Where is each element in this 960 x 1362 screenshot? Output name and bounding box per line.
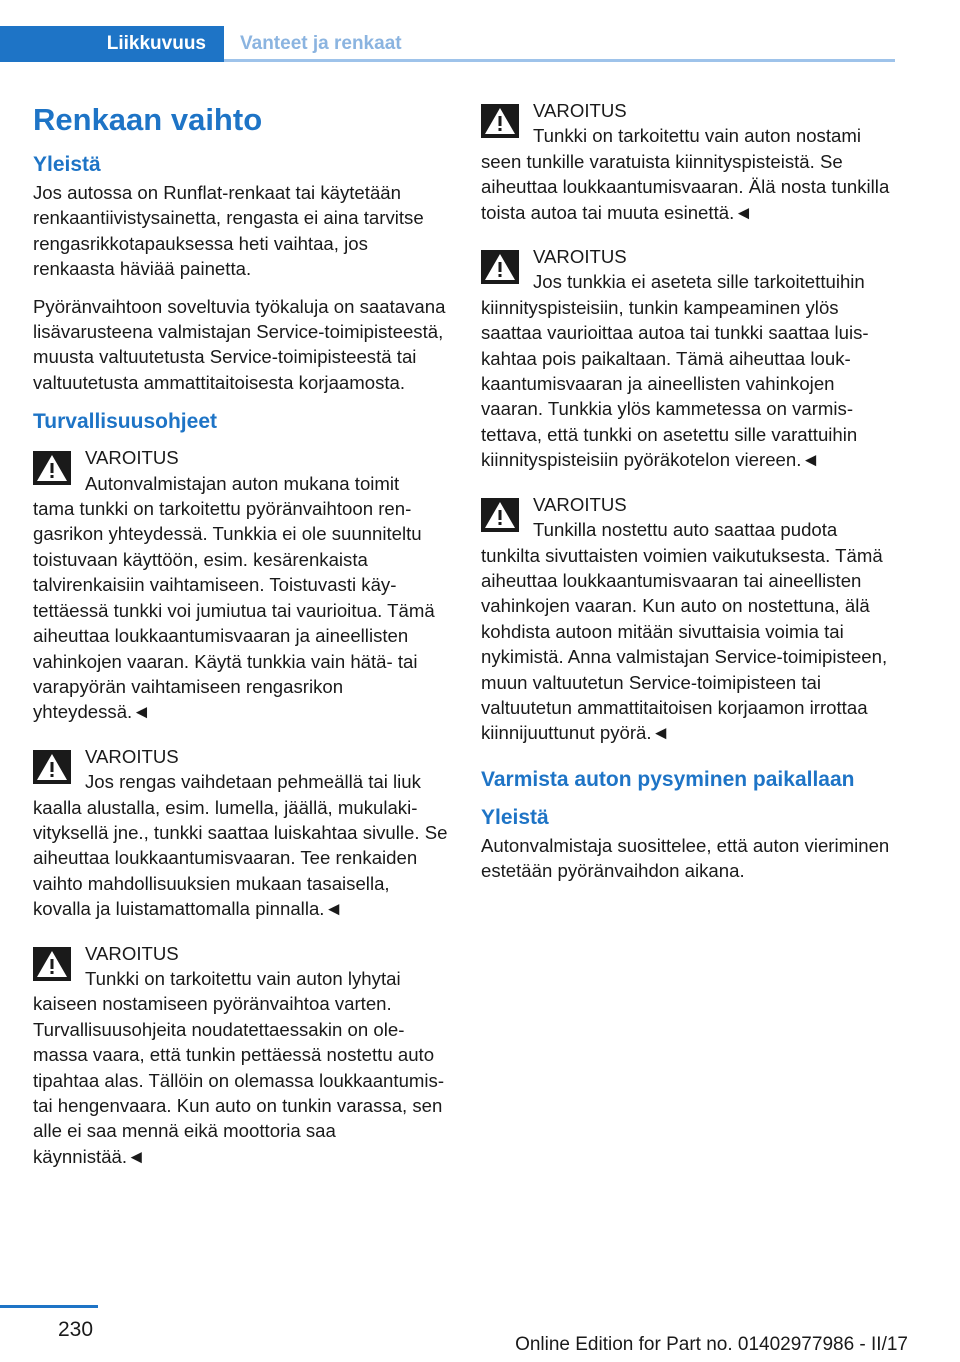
tab-vanteet-ja-renkaat[interactable]: Vanteet ja renkaat xyxy=(240,33,402,54)
warning-text: tunkilta sivuttaisten voimien vaikutuksesta. Tämä aiheuttaa loukkaantumisvaaran tai aineellisten vahinkojen vaaran. Kun auto on nostettuna, älä kohdista autoon mitään sivuttaisia voimia tai nykimistä. Anna valmistajan Service-toimipisteen, muun valtuutetun Service-toimipisteen tai valtuutetun ammattitaitoisen korjaamon irrottaa kiinnijuuttunut pyörä.◄ xyxy=(481,544,888,744)
general-paragraph-1: Jos autossa on Runflat-renkaat tai käytetään renkaantiivistysainetta, rengasta ei aina tarvitse rengasrikkotapauksessa heti vaihtaa, jos renkaasta häviää painetta. xyxy=(33,182,424,280)
warning-text-first: Tunkki on tarkoitettu vain auton lyhytai xyxy=(85,967,401,989)
warning-block xyxy=(481,244,897,473)
warning-triangle-icon xyxy=(33,750,71,784)
warning-label: VAROITUS xyxy=(85,447,179,469)
warning-text: kaiseen nostamiseen pyöränvaihtoa varten. Turvallisuusohjeita noudatettaessakin on olemassa vaara, että tunkin pettäessä nostettu auto tipahtaa alas. Tällöin on olemassa loukkaantumis- tai hengenvaara. Kun auto on tunkin varassa, sen alle ei saa mennä eikä moottoria saa käynnistää.◄ xyxy=(33,993,445,1167)
safety-heading: Turvallisuusohjeet xyxy=(33,410,217,434)
secure-subheading: Yleistä xyxy=(481,805,549,829)
warning-text: kiinnityspisteisiin, tunkin kampeaminen ylös saattaa vaurioittaa autoa tai tunkki saattaa luiskahtaa pois paikaltaan. Tämä aiheuttaa loukkaantumisvaaran ja aineellisten vahinkojen vaaran. Tunkkia ylös kammetessa on varmistettava, että tunkki on asetettu sille varattuihin kiinnityspisteisiin pyöräkotelon viereen.◄ xyxy=(481,296,869,471)
warning-triangle-icon xyxy=(481,104,519,138)
warning-text-first: Autonvalmistajan auton mukana toimit xyxy=(85,472,400,494)
tab-liikkuvuus[interactable]: Liikkuvuus xyxy=(0,26,224,62)
warning-label: VAROITUS xyxy=(533,100,627,121)
warning-triangle-icon xyxy=(33,947,71,981)
page-number: 230 xyxy=(58,1318,94,1341)
warning-text-first: Jos tunkkia ei aseteta sille tarkoitettuihin xyxy=(533,271,865,293)
warning-block xyxy=(481,98,897,225)
warning-text: tama tunkki on tarkoitettu pyöränvaihtoon rengasrikon yhteydessä. Tunkkia ei ole suunniteltu toistuvaan käyttöön, esim. kesärenkaista talvirenkaisiin vaihtamiseen. Toistuvasti käytettäessä tunkki voi jumiutua tai vaurioitua. Tämä aiheuttaa loukkaantumisvaaran ja aineellisten vahinkojen vaaran. Käytä tunkkia vain hätä- tai varapyörän vaihtamiseen rengasrikon yhteydessä.◄ xyxy=(33,498,435,723)
warning-triangle-icon xyxy=(481,498,519,532)
secure-paragraph: Autonvalmistaja suosittelee, että auton vieriminen estetään pyöränvaihdon aikana. xyxy=(481,834,890,882)
edition-text: Online Edition for Part no. 01402977986 - II/17 xyxy=(515,1334,908,1355)
page-header xyxy=(0,26,895,62)
warning-text: seen tunkille varatuista kiinnityspisteistä. Se aiheuttaa loukkaantumisvaaran. Älä nosta tunkilla toista autoa tai muuta esinettä.◄ xyxy=(481,150,890,223)
footer-divider xyxy=(0,1305,98,1308)
header-divider xyxy=(224,59,895,62)
warning-triangle-icon xyxy=(481,250,519,284)
left-column xyxy=(33,98,449,1188)
warning-label: VAROITUS xyxy=(85,745,179,767)
warning-text-first: Jos rengas vaihdetaan pehmeällä tai liuk xyxy=(85,771,421,793)
warning-text-first: Tunkilla nostettu auto saattaa pudota xyxy=(533,519,838,541)
warning-block xyxy=(33,941,449,1170)
general-paragraph-2: Pyöränvaihtoon soveltuvia työkaluja on saatavana lisävarusteena valmistajan Service-toimipisteestä, muusta valtuutetusta Service-toimipisteestä tai valtuutetusta ammattitaitoisesta korjaamosta. xyxy=(33,295,446,393)
page-title: Renkaan vaihto xyxy=(33,102,263,137)
right-column xyxy=(481,98,897,896)
secure-heading: Varmista auton pysyminen paikallaan xyxy=(481,767,855,791)
warning-block xyxy=(481,492,897,746)
warning-label: VAROITUS xyxy=(533,246,627,268)
general-heading: Yleistä xyxy=(33,153,101,176)
warning-block xyxy=(33,744,449,922)
warning-label: VAROITUS xyxy=(85,942,179,964)
warning-text-first: Tunkki on tarkoitettu vain auton nostami xyxy=(533,125,861,147)
warning-block xyxy=(33,445,449,724)
warning-triangle-icon xyxy=(33,451,71,485)
warning-label: VAROITUS xyxy=(533,493,627,515)
warning-text: kaalla alustalla, esim. lumella, jäällä, mukulakivityksellä jne., tunkki saattaa luiskahtaa sivulle. Se aiheuttaa loukkaantumisvaaran. Tee renkaiden vaihto mahdollisuuksien mukaan tasaisella, kovalla ja luistamattomalla pinnalla.◄ xyxy=(33,796,448,920)
